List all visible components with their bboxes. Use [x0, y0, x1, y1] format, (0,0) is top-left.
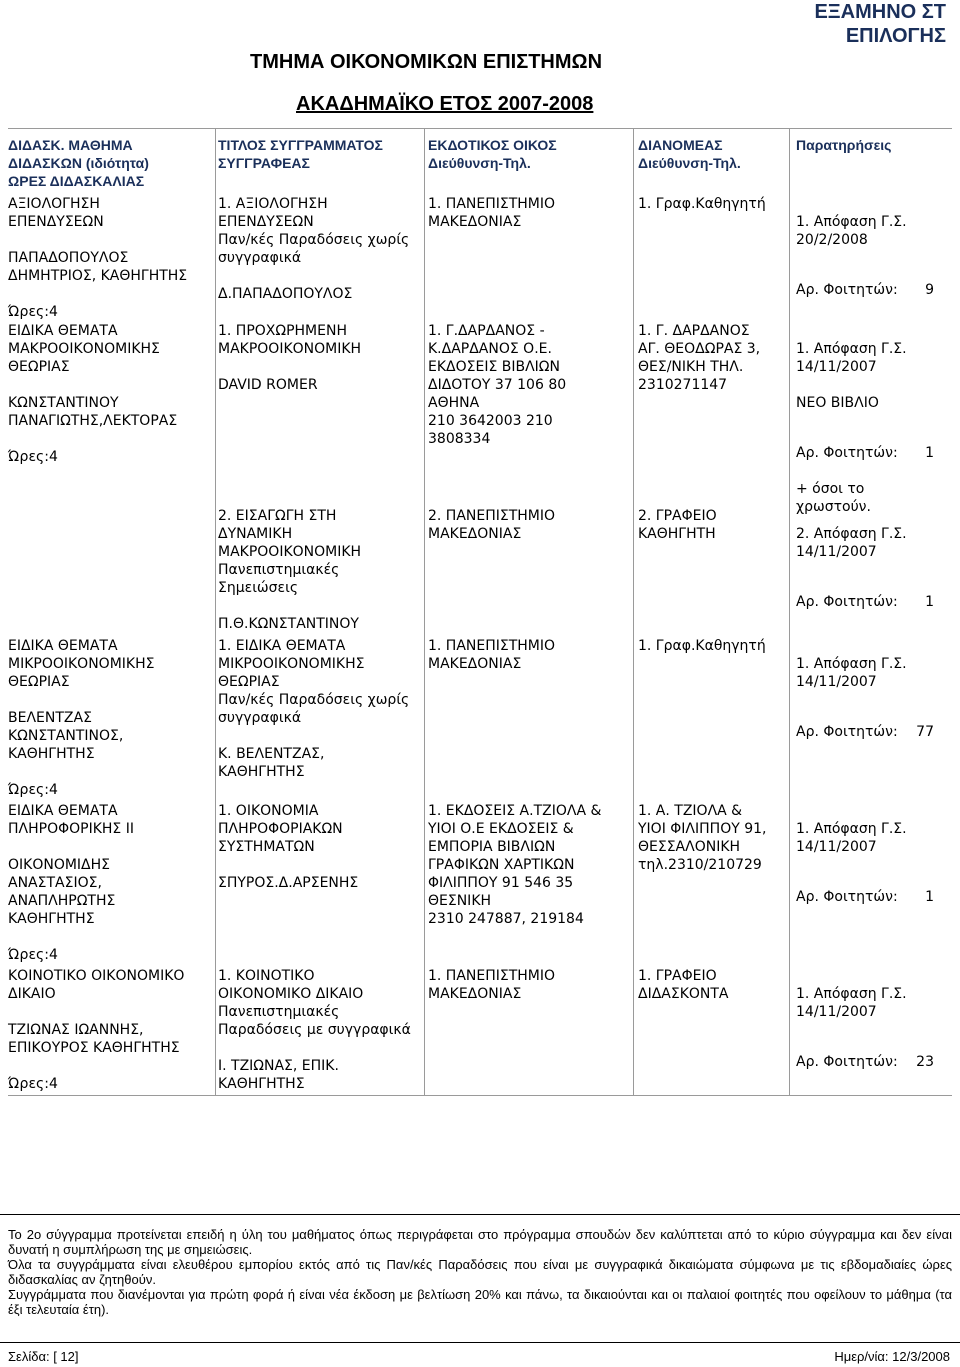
row-3-publisher: 1. ΠΑΝΕΠΙΣΤΗΜΙΟ ΜΑΚΕΔΟΝΙΑΣ [428, 638, 556, 672]
row-4-distributor: 1. Α. ΤΖΙΟΛΑ & ΥΙΟΙ ΦΙΛΙΠΠΟΥ 91, ΘΕΣΣΑΛΟΝΙΚΗ τηλ.2310/210729 [638, 803, 767, 873]
row-4-course: ΕΙΔΙΚΑ ΘΕΜΑΤΑ ΠΛΗΡΟΦΟΡΙΚΗΣ ΙΙ ΟΙΚΟΝΟΜΙΔΗΣ ΑΝΑΣΤΑΣΙΟΣ, ΑΝΑΠΛΗΡΩΤΗΣ ΚΑΘΗΓΗΤΗΣ Ώρες:4 [8, 803, 134, 963]
student-count-value: 77 [916, 724, 934, 740]
student-count [796, 1053, 934, 1071]
row-4-remarks [796, 802, 934, 924]
row-4-title: 1. ΟΙΚΟΝΟΜΙΑ ΠΛΗΡΟΦΟΡΙΑΚΩΝ ΣΥΣΤΗΜΑΤΩΝ ΣΠΥΡΟΣ.Δ.ΑΡΣΕΝΗΣ [218, 803, 359, 891]
student-count-label: Αρ. Φοιτητών: [796, 282, 898, 298]
row-5-distributor: 1. ΓΡΑΦΕΙΟ ΔΙΔΑΣΚΟΝΤΑ [638, 968, 729, 1002]
student-count-label: Αρ. Φοιτητών: [796, 594, 898, 610]
note-2: Όλα τα συγγράμματα είναι ελευθέρου εμπορίου εκτός από τις Παν/κές Παραδόσεις που είναι με συγγραφικά δικαιώματα σύμφωνα με τις εβδομαδιαίες ώρες διδασκαλίας αν ζητηθούν. [8, 1257, 952, 1287]
notes-block [8, 1227, 952, 1317]
row-0-course: ΑΞΙΟΛΟΓΗΣΗ ΕΠΕΝΔΥΣΕΩΝ ΠΑΠΑΔΟΠΟΥΛΟΣ ΔΗΜΗΤΡΙΟΣ, ΚΑΘΗΓΗΤΗΣ Ώρες:4 [8, 196, 188, 320]
column-header-remarks: Παρατηρήσεις [796, 137, 892, 153]
decision-text: 2. Απόφαση Γ.Σ. 14/11/2007 [796, 526, 907, 560]
page-number: Σελίδα: [ 12] [8, 1349, 79, 1364]
academic-year: ΑΚΑΔΗΜΑΪΚΟ ΕΤΟΣ 2007-2008 [296, 93, 594, 115]
student-count-value: 1 [925, 445, 934, 461]
row-2-distributor: 2. ΓΡΑΦΕΙΟ ΚΑΘΗΓΗΤΗ [638, 508, 717, 542]
student-count-label: Αρ. Φοιτητών: [796, 724, 898, 740]
student-count-value: 23 [916, 1054, 934, 1070]
note-1: Το 2ο σύγγραμμα προτείνεται επειδή η ύλη του μαθήματος όπως περιγράφεται στο πρόγραμμα σπουδών δεν καλύπτεται από το κύριο σύγγραμμα και δεν είναι δυνατή η συμπλήρωση της με σημειώσεις. [8, 1227, 952, 1257]
student-count-value: 9 [925, 282, 934, 298]
student-count [796, 281, 934, 299]
decision-text: 1. Απόφαση Γ.Σ. 14/11/2007 [796, 656, 907, 690]
row-2-remarks [796, 507, 934, 629]
row-3-remarks [796, 637, 934, 759]
row-1-publisher: 1. Γ.ΔΑΡΔΑΝΟΣ - Κ.ΔΑΡΔΑΝΟΣ Ο.Ε. ΕΚΔΟΣΕΙΣ ΒΙΒΛΙΩΝ ΔΙΔΟΤΟΥ 37 106 80 ΑΘΗΝΑ 210 3642003 210 3808334 [428, 323, 567, 447]
semester-line-1: ΕΞΑΜΗΝΟ ΣΤ [814, 1, 946, 23]
row-3-course: ΕΙΔΙΚΑ ΘΕΜΑΤΑ ΜΙΚΡΟΟΙΚΟΝΟΜΙΚΗΣ ΘΕΩΡΙΑΣ ΒΕΛΕΝΤΖΑΣ ΚΩΝΣΤΑΝΤΙΝΟΣ, ΚΑΘΗΓΗΤΗΣ Ώρες:4 [8, 638, 155, 798]
semester-line-2: ΕΠΙΛΟΓΗΣ [845, 25, 946, 47]
row-5-course: ΚΟΙΝΟΤΙΚΟ ΟΙΚΟΝΟΜΙΚΟ ΔΙΚΑΙΟ ΤΖΙΩΝΑΣ ΙΩΑΝΝΗΣ, ΕΠΙΚΟΥΡΟΣ ΚΑΘΗΓΗΤΗΣ Ώρες:4 [8, 968, 185, 1092]
column-header-course: ΔΙΔΑΣΚ. ΜΑΘΗΜΑ ΔΙΔΑΣΚΩΝ (ιδιότητα) ΩΡΕΣ ΔΙΔΑΣΚΑΛΙΑΣ [8, 137, 149, 189]
footer-date: Ημερ/νία: 12/3/2008 [834, 1349, 950, 1364]
column-divider [633, 128, 634, 1095]
notes-separator [0, 1214, 960, 1215]
remark-note: + όσοι το χρωστούν. [796, 481, 871, 515]
row-1-course: ΕΙΔΙΚΑ ΘΕΜΑΤΑ ΜΑΚΡΟΟΙΚΟΝΟΜΙΚΗΣ ΘΕΩΡΙΑΣ ΚΩΝΣΤΑΝΤΙΝΟΥ ΠΑΝΑΓΙΩΤΗΣ,ΛΕΚΤΟΡΑΣ Ώρες:4 [8, 323, 178, 465]
student-count-value: 1 [925, 889, 934, 905]
decision-text: 1. Απόφαση Γ.Σ. 14/11/2007 ΝΕΟ ΒΙΒΛΙΟ [796, 341, 907, 411]
student-count [796, 723, 934, 741]
department-title: ΤΜΗΜΑ ΟΙΚΟΝΟΜΙΚΩΝ ΕΠΙΣΤΗΜΩΝ [250, 51, 603, 73]
row-1-title: 1. ΠΡΟΧΩΡΗΜΕΝΗ ΜΑΚΡΟΟΙΚΟΝΟΜΙΚΗ DAVID ROMER [218, 323, 362, 393]
row-2-title: 2. ΕΙΣΑΓΩΓΗ ΣΤΗ ΔΥΝΑΜΙΚΗ ΜΑΚΡΟΟΙΚΟΝΟΜΙΚΗ Πανεπιστημιακές Σημειώσεις Π.Θ.ΚΩΝΣΤΑΝΤΙΝΟΥ [218, 508, 362, 632]
column-divider [424, 128, 425, 1095]
row-5-publisher: 1. ΠΑΝΕΠΙΣΤΗΜΙΟ ΜΑΚΕΔΟΝΙΑΣ [428, 968, 556, 1002]
row-2-publisher: 2. ΠΑΝΕΠΙΣΤΗΜΙΟ ΜΑΚΕΔΟΝΙΑΣ [428, 508, 556, 542]
student-count-label: Αρ. Φοιτητών: [796, 445, 898, 461]
row-5-remarks [796, 967, 934, 1089]
row-3-distributor: 1. Γραφ.Καθηγητή [638, 638, 766, 654]
decision-text: 1. Απόφαση Γ.Σ. 14/11/2007 [796, 821, 907, 855]
row-4-publisher: 1. ΕΚΔΟΣΕΙΣ Α.ΤΖΙΟΛΑ & ΥΙΟΙ Ο.Ε ΕΚΔΟΣΕΙΣ & ΕΜΠΟΡΙΑ ΒΙΒΛΙΩΝ ΓΡΑΦΙΚΩΝ ΧΑΡΤΙΚΩΝ ΦΙΛΙΠΠΟΥ 91 546 35 ΘΕΣΝΙΚΗ 2310 247887, 219184 [428, 803, 602, 927]
student-count [796, 888, 934, 906]
row-5-title: 1. ΚΟΙΝΟΤΙΚΟ ΟΙΚΟΝΟΜΙΚΟ ΔΙΚΑΙΟ Πανεπιστημιακές Παραδόσεις με συγγραφικά Ι. ΤΖΙΩΝΑΣ, ΕΠΙΚ. ΚΑΘΗΓΗΤΗΣ [218, 968, 411, 1092]
student-count [796, 593, 934, 611]
table-bottom-border [8, 1095, 952, 1096]
row-0-remarks [796, 195, 934, 317]
student-count-label: Αρ. Φοιτητών: [796, 1054, 898, 1070]
column-divider [215, 128, 216, 1095]
student-count-label: Αρ. Φοιτητών: [796, 889, 898, 905]
row-1-remarks [796, 322, 934, 534]
footer-separator [0, 1342, 960, 1343]
note-3: Συγγράμματα που διανέμονται για πρώτη φορά ή είναι νέα έκδοση με βελτίωση 20% και πάνω, τα δικαιούνται και οι παλαιοί φοιτητές που οφείλουν το μάθημα (τα έξι τελευταία έτη). [8, 1287, 952, 1317]
row-0-publisher: 1. ΠΑΝΕΠΙΣΤΗΜΙΟ ΜΑΚΕΔΟΝΙΑΣ [428, 196, 556, 230]
column-divider [789, 128, 790, 1095]
row-1-distributor: 1. Γ. ΔΑΡΔΑΝΟΣ ΑΓ. ΘΕΟΔΩΡΑΣ 3, ΘΕΣ/ΝΙΚΗ ΤΗΛ. 2310271147 [638, 323, 761, 393]
row-0-title: 1. ΑΞΙΟΛΟΓΗΣΗ ΕΠΕΝΔΥΣΕΩΝ Παν/κές Παραδόσεις χωρίς συγγραφικά Δ.ΠΑΠΑΔΟΠΟΥΛΟΣ [218, 196, 410, 302]
column-header-title: ΤΙΤΛΟΣ ΣΥΓΓΡΑΜΜΑΤΟΣ ΣΥΓΓΡΑΦΕΑΣ [218, 137, 383, 171]
decision-text: 1. Απόφαση Γ.Σ. 14/11/2007 [796, 986, 907, 1020]
row-3-title: 1. ΕΙΔΙΚΑ ΘΕΜΑΤΑ ΜΙΚΡΟΟΙΚΟΝΟΜΙΚΗΣ ΘΕΩΡΙΑΣ Παν/κές Παραδόσεις χωρίς συγγραφικά Κ. ΒΕΛΕΝΤΖΑΣ, ΚΑΘΗΓΗΤΗΣ [218, 638, 410, 780]
table-top-border [8, 128, 952, 129]
column-header-distributor: ΔΙΑΝΟΜΕΑΣ Διεύθυνση-Τηλ. [638, 137, 741, 171]
column-header-publisher: ΕΚΔΟΤΙΚΟΣ ΟΙΚΟΣ Διεύθυνση-Τηλ. [428, 137, 557, 171]
student-count [796, 444, 934, 462]
student-count-value: 1 [925, 594, 934, 610]
semester-label [814, 0, 946, 48]
decision-text: 1. Απόφαση Γ.Σ. 20/2/2008 [796, 214, 907, 248]
row-0-distributor: 1. Γραφ.Καθηγητή [638, 196, 766, 212]
